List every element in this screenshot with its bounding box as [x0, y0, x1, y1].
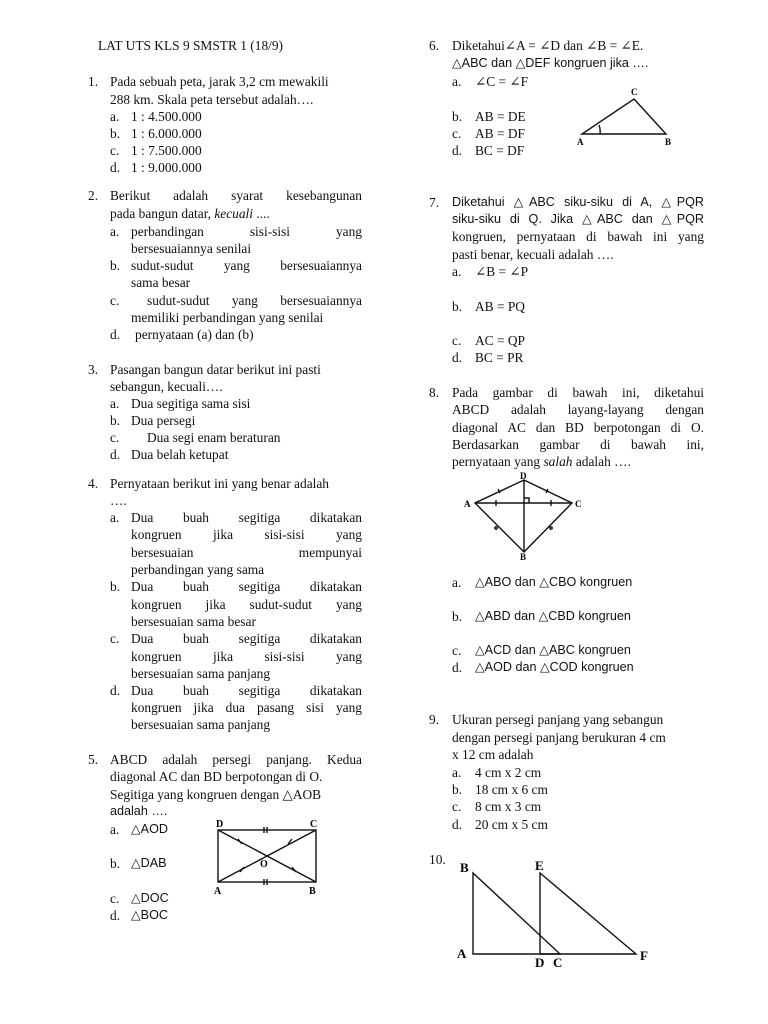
option-b: sudut-sudut yang bersesuaiannya	[131, 258, 362, 273]
question-text: diagonal AC dan BD berpotongan di O.	[110, 769, 323, 784]
vertex-label-d: D	[216, 819, 224, 830]
two-triangles-figure	[450, 856, 660, 972]
vertex-label-a: A	[214, 886, 222, 897]
option-d: 20 cm x 5 cm	[475, 817, 548, 832]
option-c: sudut-sudut yang bersesuaiannya	[147, 293, 362, 308]
option-letter: d.	[452, 817, 463, 832]
question-number: 9.	[429, 712, 440, 727]
vertex-label-b: B	[520, 552, 527, 560]
question-text: pasti benar, kecuali adalah ….	[452, 247, 614, 262]
question-text: ABCD adalah layang-layang dengan	[452, 402, 704, 417]
option-letter: a.	[110, 109, 120, 124]
option-c: AB = DF	[475, 126, 525, 141]
option-letter: d.	[110, 327, 121, 342]
option-letter: b.	[110, 413, 121, 428]
question-text: x 12 cm adalah	[452, 747, 534, 762]
option-letter: d.	[110, 160, 121, 175]
question-text: diagonal AC dan BD berpotongan di O.	[452, 420, 704, 435]
option-letter: c.	[110, 430, 120, 445]
option-letter: d.	[452, 350, 463, 365]
vertex-label-a: A	[457, 946, 467, 961]
option-letter: c.	[452, 126, 462, 141]
option-c: 1 : 7.500.000	[131, 143, 202, 158]
vertex-label-f: F	[640, 948, 648, 963]
option-letter: b.	[452, 109, 463, 124]
option-letter: d.	[452, 660, 463, 675]
option-a: △ABO dan △CBO kongruen	[475, 575, 633, 589]
question-text: ….	[110, 493, 127, 508]
option-letter: d.	[452, 143, 463, 158]
option-c-cont: bersesuaian sama panjang	[131, 666, 271, 681]
question-text: Berikut adalah syarat kesebangunan	[110, 188, 362, 203]
option-b-cont: kongruen jika sudut-sudut yang	[131, 597, 362, 612]
question-text: adalah ….	[110, 804, 168, 818]
question-text: dengan persegi panjang berukuran 4 cm	[452, 730, 666, 745]
option-letter: c.	[452, 799, 462, 814]
vertex-label-c: C	[575, 499, 582, 509]
question-number: 2.	[88, 188, 99, 203]
question-text: Pasangan bangun datar berikut ini pasti	[110, 362, 321, 377]
option-d: 1 : 9.000.000	[131, 160, 202, 175]
question-number: 1.	[88, 74, 99, 89]
triangle-def	[540, 873, 636, 954]
question-text: Diketahui∠A = ∠D dan ∠B = ∠E.	[452, 38, 644, 53]
option-letter: b.	[110, 579, 121, 594]
option-letter: a.	[452, 74, 462, 89]
right-angle-marker	[524, 498, 529, 503]
option-a-cont: bersesuaiannya senilai	[131, 241, 252, 256]
option-a: perbandingan sisi-sisi yang	[131, 224, 362, 239]
option-letter: a.	[110, 510, 120, 525]
vertex-label-c: C	[631, 87, 638, 97]
option-d: BC = DF	[475, 143, 525, 158]
option-a: 1 : 4.500.000	[131, 109, 202, 124]
option-letter: c.	[452, 333, 462, 348]
option-a: 4 cm x 2 cm	[475, 765, 542, 780]
option-d: pernyataan (a) dan (b)	[135, 327, 254, 342]
question-text: sebangun, kecuali….	[110, 379, 223, 394]
option-letter: d.	[110, 447, 121, 462]
option-letter: c.	[110, 143, 120, 158]
question-text: ABCD adalah persegi panjang. Kedua	[110, 752, 362, 767]
option-letter: b.	[110, 126, 121, 141]
option-letter: a.	[110, 396, 120, 411]
option-letter: b.	[452, 299, 463, 314]
question-number: 10.	[429, 852, 446, 867]
option-letter: b.	[110, 856, 121, 871]
question-text: siku-siku di Q. Jika △ABC dan △PQR	[452, 212, 704, 226]
option-letter: c.	[110, 631, 120, 646]
vertex-label-e: E	[535, 858, 544, 873]
question-text: Berdasarkan gambar di bawah ini,	[452, 437, 704, 452]
vertex-label-c: C	[310, 819, 318, 830]
option-letter: a.	[452, 575, 462, 590]
question-text: Segitiga yang kongruen dengan △AOB	[110, 787, 322, 802]
option-d-cont: kongruen jika dua pasang sisi yang	[131, 700, 362, 715]
triangle-abc	[473, 873, 560, 954]
option-b: △ABD dan △CBD kongruen	[475, 609, 631, 623]
option-b: Dua persegi	[131, 413, 196, 428]
option-d-cont: bersesuaian sama panjang	[131, 717, 271, 732]
option-letter: b.	[452, 782, 463, 797]
option-b-cont: bersesuaian sama besar	[131, 614, 256, 629]
angle-arc-a	[599, 125, 600, 134]
vertex-label-b: B	[665, 137, 672, 147]
question-number: 3.	[88, 362, 99, 377]
vertex-label-b: B	[309, 886, 316, 897]
option-c: △ACD dan △ABC kongruen	[475, 643, 631, 657]
question-number: 6.	[429, 38, 440, 53]
option-letter: a.	[452, 765, 462, 780]
center-label-o: O	[260, 859, 268, 870]
option-b: 1 : 6.000.000	[131, 126, 202, 141]
question-text: Pada gambar di bawah ini, diketahui	[452, 385, 704, 400]
option-c: Dua segi enam beraturan	[147, 430, 281, 445]
option-letter: a.	[110, 822, 120, 837]
question-text: 288 km. Skala peta tersebut adalah….	[110, 92, 314, 107]
option-d: △BOC	[131, 908, 168, 922]
question-text: Diketahui △ABC siku-siku di A, △PQR	[452, 195, 704, 209]
option-c-cont: kongruen jika sisi-sisi yang	[131, 649, 362, 664]
option-letter: d.	[110, 683, 121, 698]
vertex-label-a: A	[464, 499, 471, 509]
kite-abcd-figure	[460, 470, 590, 560]
option-d: Dua buah segitiga dikatakan	[131, 683, 362, 698]
option-a: Dua segitiga sama sisi	[131, 396, 251, 411]
option-d: BC = PR	[475, 350, 524, 365]
vertex-label-b: B	[460, 860, 469, 875]
option-c: 8 cm x 3 cm	[475, 799, 542, 814]
question-number: 8.	[429, 385, 440, 400]
question-text: pernyataan yang salah adalah ….	[452, 454, 631, 469]
option-b: Dua buah segitiga dikatakan	[131, 579, 362, 594]
option-b: △DAB	[131, 856, 167, 870]
option-d: Dua belah ketupat	[131, 447, 229, 462]
triangle-abc-figure	[572, 85, 682, 151]
question-text: kongruen, pernyataan di bawah ini yang	[452, 229, 704, 244]
page-title: LAT UTS KLS 9 SMSTR 1 (18/9)	[98, 38, 284, 53]
option-b: 18 cm x 6 cm	[475, 782, 548, 797]
question-text: △ABC dan △DEF kongruen jika ….	[452, 56, 649, 70]
option-b-cont: sama besar	[131, 275, 191, 290]
option-c: △DOC	[131, 891, 169, 905]
option-b: AB = DE	[475, 109, 526, 124]
option-a-cont: bersesuaian mempunyai	[131, 545, 362, 560]
option-a-cont: perbandingan yang sama	[131, 562, 265, 577]
vertex-label-d: D	[520, 471, 527, 481]
question-text: pada bangun datar, kecuali ....	[110, 206, 270, 221]
option-letter: c.	[110, 891, 120, 906]
vertex-label-c: C	[553, 955, 563, 970]
option-letter: b.	[452, 609, 463, 624]
question-number: 5.	[88, 752, 99, 767]
option-a: ∠C = ∠F	[475, 74, 529, 89]
option-a: ∠B = ∠P	[475, 264, 529, 279]
question-number: 4.	[88, 476, 99, 491]
option-letter: d.	[110, 908, 121, 923]
option-b: AB = PQ	[475, 299, 525, 314]
option-letter: c.	[452, 643, 462, 658]
question-text: Ukuran persegi panjang yang sebangun	[452, 712, 664, 727]
rectangle-abcd-figure	[206, 815, 330, 897]
option-a-cont: kongruen jika sisi-sisi yang	[131, 527, 362, 542]
option-c: AC = QP	[475, 333, 525, 348]
option-letter: a.	[452, 264, 462, 279]
option-letter: a.	[110, 224, 120, 239]
vertex-label-d: D	[535, 955, 545, 970]
option-a: △AOD	[131, 822, 168, 836]
question-text: Pada sebuah peta, jarak 3,2 cm mewakili	[110, 74, 329, 89]
option-letter: c.	[110, 293, 120, 308]
vertex-label-a: A	[577, 137, 584, 147]
triangle-outline	[582, 99, 666, 134]
option-d: △AOD dan △COD kongruen	[475, 660, 634, 674]
question-number: 7.	[429, 195, 440, 210]
question-text: Pernyataan berikut ini yang benar adalah	[110, 476, 329, 491]
option-letter: b.	[110, 258, 121, 273]
option-a: Dua buah segitiga dikatakan	[131, 510, 362, 525]
option-c: Dua buah segitiga dikatakan	[131, 631, 362, 646]
option-c-cont: memiliki perbandingan yang senilai	[131, 310, 324, 325]
